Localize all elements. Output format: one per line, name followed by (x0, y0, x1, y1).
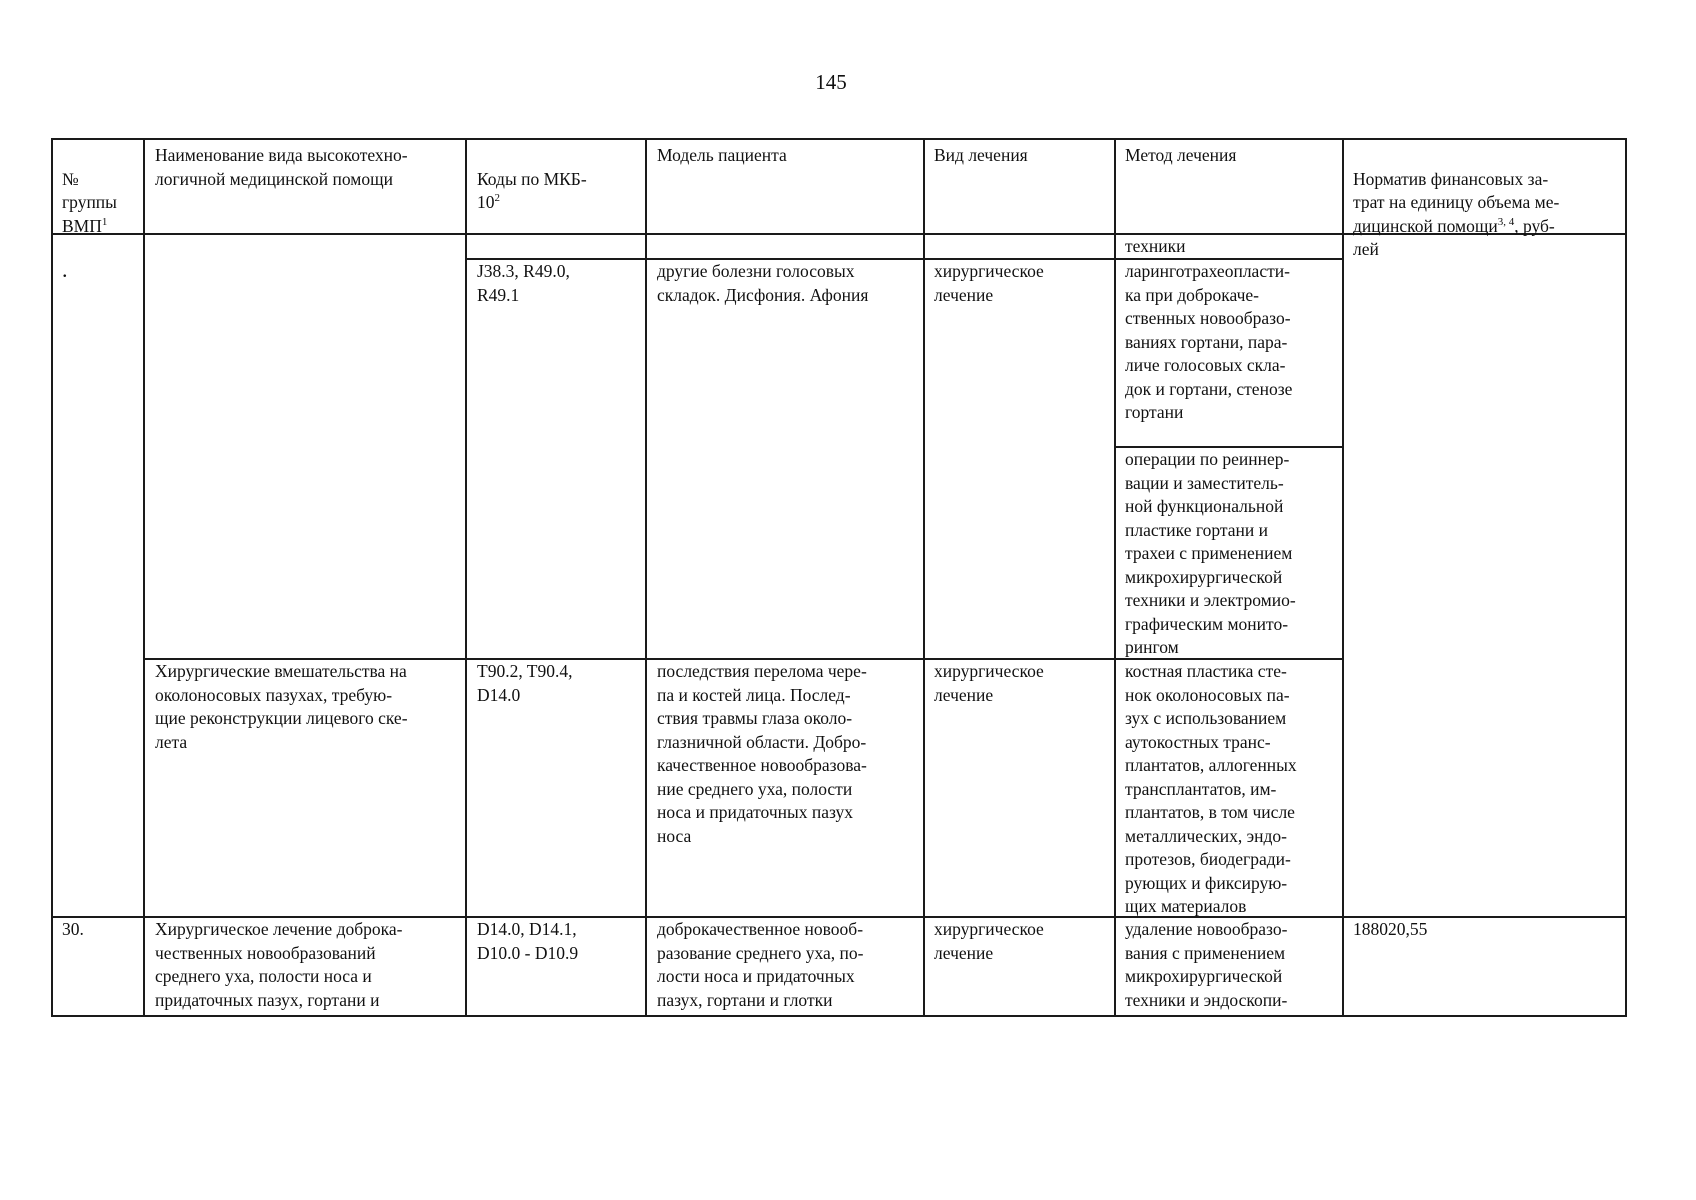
header-cost-norm-last: лей (1353, 239, 1379, 259)
row1-treatment-type: хирургическое лечение (934, 261, 1044, 305)
row3-group-number: 30. (62, 919, 84, 939)
footnote-marker-3-4: 3, 4 (1497, 215, 1515, 228)
row1-method-laryngotracheoplasty: ларинготрахеопласти- ка при доброкаче- ственных новообразо- ваниях гортани, пара- личе голосовых скла- док и гортани, стенозе гортани (1125, 261, 1293, 422)
header-icd-codes-text: Коды по МКБ- 10 (477, 168, 587, 212)
row1-patient-model: другие болезни голосовых складок. Дисфония. Афония (657, 261, 869, 305)
table-col-line-3 (645, 138, 647, 1017)
header-cost-norm-tail: , руб- (1514, 215, 1555, 236)
row2-care-type-name: Хирургические вмешательства на околоносовых пазухах, требую- щие реконструкции лицевого ске- лета (155, 661, 408, 752)
header-group-number-text: № группы ВМП (62, 168, 117, 236)
header-treatment-type: Вид лечения (934, 145, 1028, 165)
header-icd-codes (477, 144, 642, 215)
row1-group-number: . (62, 257, 68, 282)
row1-icd-codes: J38.3, R49.0, R49.1 (477, 261, 570, 305)
table-col-line-0 (51, 138, 53, 1017)
header-cost-norm (1353, 144, 1623, 285)
table-col-line-6 (1342, 138, 1344, 1017)
header-group-number (62, 144, 140, 238)
table-col-line-2 (465, 138, 467, 1017)
table-rule-bottom (51, 1015, 1627, 1017)
footnote-marker-2: 2 (494, 192, 500, 205)
row3-treatment-method: удаление новообразо- вания с применением микрохирургической техники и эндоскопи- (1125, 919, 1288, 1010)
row3-cost-norm: 188020,55 (1353, 919, 1428, 939)
header-treatment-method: Метод лечения (1125, 145, 1237, 165)
header-cost-norm-text: Норматив финансовых за- трат на единицу объема ме- дицинской помощи (1353, 168, 1560, 236)
footnote-marker-1: 1 (101, 215, 108, 228)
table-col-line-5 (1114, 138, 1116, 1017)
row2-treatment-method: костная пластика сте- нок околоносовых па- зух с использованием аутокостных транс- плантатов, аллогенных трансплантатов, им- плантатов, в том числе металлических, эндо- протезов, биодегради- рующих и фиксирую- щих материалов (1125, 661, 1297, 916)
row2-treatment-type: хирургическое лечение (934, 661, 1044, 705)
table-rule-top (51, 138, 1627, 140)
row3-treatment-type: хирургическое лечение (934, 919, 1044, 963)
header-care-type-name: Наименование вида высокотехно- логичной медицинской помощи (155, 145, 408, 189)
row3-icd-codes: D14.0, D14.1, D10.0 - D10.9 (477, 919, 579, 963)
row2-patient-model: последствия перелома чере- па и костей лица. Послед- ствия травмы глаза около- глазничной области. Добро- качественное новообразова- ние среднего уха, полости носа и придаточных пазух носа (657, 661, 867, 846)
table-col-line-1 (143, 138, 145, 1017)
row3-patient-model: доброкачественное новооб- разование среднего уха, по- лости носа и придаточных пазух, гортани и глотки (657, 919, 864, 1010)
page-number: 145 (815, 70, 847, 94)
table-col-line-7 (1625, 138, 1627, 1017)
header-patient-model: Модель пациента (657, 145, 787, 165)
row3-care-type-name: Хирургическое лечение доброка- чественных новообразований среднего уха, полости носа и придаточных пазух, гортани и (155, 919, 403, 1010)
table-col-line-4 (923, 138, 925, 1017)
row1-method-continuation: техники (1125, 236, 1186, 256)
row1-method-reinnervation: операции по реиннер- вации и заместитель- ной функциональной пластике гортани и трахеи с применением микрохирургической техники и электромио- графическим монито- рингом (1125, 449, 1296, 657)
row2-icd-codes: T90.2, T90.4, D14.0 (477, 661, 573, 705)
